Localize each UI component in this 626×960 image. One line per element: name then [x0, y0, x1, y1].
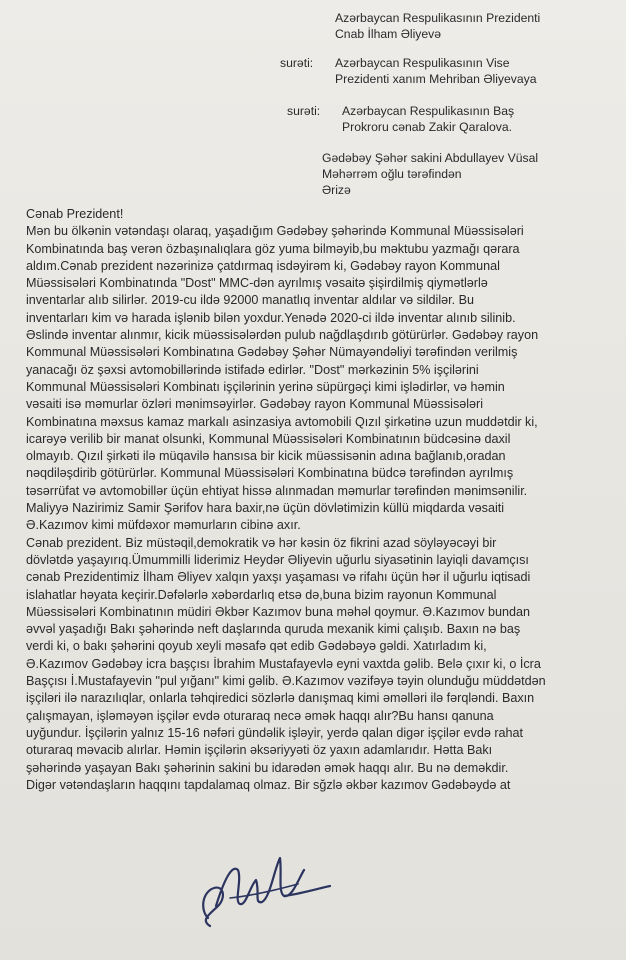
body-line: Müəssisələri Kombinatının müdiri Əkbər Kazımov buna məhəl qoymur. Ə.Kazımov bundan — [26, 604, 531, 619]
letter-body — [26, 206, 616, 794]
body-line: şəhərində yaşayan Bakı şəhərinin sakini bu idarədən əmək haqqı alır. Bu nə deməkdir. — [26, 760, 509, 775]
body-line: Kombinatında baş verən özbaşınalıqlara göz yuma bilməyib,bu məktubu yazmağı qərara — [26, 241, 520, 256]
body-line: işçiləri ilə narazılıqlar, onlarla təhqiredici sözlərlə danışmaq kimi əməlləri ilə fərqləndi. Baxın — [26, 691, 535, 706]
body-line: Kommunal Müəssisələri Kombinatına Gədəbəy Şəhər Nümayəndəliyi tərəfindən verilmiş — [26, 345, 518, 360]
sender-line: Gədəbəy Şəhər sakini Abdullayev Vüsal — [322, 151, 539, 165]
recipient-line: Azərbaycan Respulikasının Baş — [342, 104, 515, 118]
copy-label: surəti: — [280, 56, 314, 70]
body-line: islahatlar həyata keçirir.Dəfələrlə xəbərdarlıq etsə də,buna bizim rayonun Kommunal — [26, 587, 497, 602]
recipient-president — [335, 10, 540, 42]
document-type: Ərizə — [322, 183, 351, 197]
sender-line: Məhərrəm oğlu tərəfindən — [322, 167, 462, 181]
body-line: Maliyyə Nazirimiz Samir Şərifov hara baxir,nə üçün dövlətimizin küllü miqdarda vəsaiti — [26, 501, 505, 516]
body-line: Mən bu ölkənin vətəndaşı olaraq, yaşadığım Gədəbəy şəhərində Kommunal Müəssisələri — [26, 224, 524, 239]
body-line: Başçısı İ.Mustafayevin "pul yığanı" kimi gəlib. Ə.Kazımov vəzifəyə təyin olunduğu müddətdən — [26, 674, 546, 689]
recipient-line: Cnab İlham Əliyevə — [335, 27, 442, 41]
recipient-line: Azərbaycan Respulikasının Vise — [335, 56, 510, 70]
body-line: olmayıb. Qızıl şirkəti ilə müqavilə hansısa bir kicik müəssisənin adına bağlanıb,oradan — [26, 449, 506, 464]
body-line: Müəssisələri Kombinatında "Dost" MMC-dən ayrılmış vəsaitə şişirdilmiş qiymətlərlə — [26, 276, 488, 291]
body-line: Digər vətəndaşların haqqını tapdalamaq olmaz. Bir sğzlə əkbər kazımov Gədəbəydə at — [26, 777, 511, 792]
recipient-line: Azərbaycan Respulikasının Prezidenti — [335, 11, 541, 25]
body-line: cənab Prezidentimiz İlham Əliyev xalqın yaxşı yaşaması və rifahı üçün hər il uğurlu iqtisadi — [26, 570, 531, 585]
body-line: nəqdiləşdirib götürürlər. Kommunal Müəssisələri Kombinatına büdcə tərəfindən ayrılmış — [26, 466, 514, 481]
body-line: Kombinatına məxsus kamaz markalı asinzasiya avtomobili Qızıl şirkətinə uzun muddətdir ki, — [26, 414, 538, 429]
recipient-line: Prokroru cənab Zakir Qaralova. — [342, 120, 513, 134]
body-line: uyğundur. İşçilərin yalnız 15-16 nəfəri gündəlik işləyir, yerdə qalan digər işçilər evdə rahat — [26, 725, 524, 740]
body-line: dövlətdə yaşayırıq.Ümummilli liderimiz Heydər Əliyevin uğurlu siyasətinin layiqli davamçısı — [26, 552, 529, 567]
body-line: aldım.Cənab prezident nəzərinizə çatdırmaq isdəyirəm ki, Gədəbəy rayon Kommunal — [26, 258, 500, 273]
sender-block — [322, 150, 538, 198]
salutation: Cənab Prezident! — [26, 207, 124, 221]
body-line: çalışmayan, işləməyən işçilər evdə oturaraq necə əmək haqqı alır?Bu hansı qanuna — [26, 708, 494, 723]
recipient-line: Prezidenti xanım Mehriban Əliyevaya — [335, 72, 537, 86]
body-line: inventarlar alıb silirlər. 2019-cu ildə 92000 manatlıq inventar aldılar və sildilər. Bu — [26, 293, 475, 308]
body-line: inventarları kim və harada işlənib bilən yoxdur.Yenədə 2020-ci ildə inventar alınıb silinib. — [26, 310, 516, 325]
handwritten-signature — [180, 840, 350, 935]
body-line: oturaraq məvacib alırlar. Həmin işçilərin əksəriyyəti öz yaxın adamlarıdır. Hətta Bakı — [26, 743, 493, 758]
recipient-vice-president — [280, 55, 537, 87]
copy-label: surəti: — [287, 104, 321, 118]
body-line: təsərrüfat və avtomobillər üçün ehtiyat hissə alınmadan məmurlar tərəfindən mənimsənilir. — [26, 483, 528, 498]
body-line: Kommunal Müəssisələri Kombinatı işçilərinin yerinə süpürgəçi kimi işlədirlər, və həmin — [26, 379, 505, 394]
body-line: yanacağı öz şəxsi avtomobillərində istifadə edirlər. "Dost" mərkəzinin 5% işçilərini — [26, 362, 479, 377]
body-line: Ə.Kazımov kimi müfdəxor məmurların cibinə axır. — [26, 518, 301, 533]
recipient-prosecutor — [287, 103, 515, 135]
body-line: Əslində inventar alınmır, kicik müəssisələrdən pulub nağdlaşdırıb götürürlər. Gədəbəy rayon — [26, 328, 539, 343]
body-line: verdi ki, o bakı şəhərini qoyub xeyli məsafə qət edib Gədəbəyə gəldi. Xatırladım ki, — [26, 639, 487, 654]
body-line: Ə.Kazımov Gədəbəy icra başçısı İbrahim Mustafayevlə eyni vaxtda gəlib. Belə çıxır ki, o İcra — [26, 656, 541, 671]
body-line: icarəyə verilib bir manat olsunki, Kommunal Müəssisələri Kombinatının büdcəsinə daxil — [26, 431, 511, 446]
body-line: əvvəl yaşadığı Bakı şəhərində neft daşlarında quruda mexanik kimi çalışıb. Baxın nə baş — [26, 622, 521, 637]
body-line: Cənab prezident. Biz müstəqil,demokratik və hər kəsin öz fikrini azad söyləyəcəyi bir — [26, 535, 497, 550]
body-line: vəsaiti isə məmurlar özləri mənimsəyirlər. Gədəbəy rayon Kommunal Müəssisələri — [26, 397, 484, 412]
